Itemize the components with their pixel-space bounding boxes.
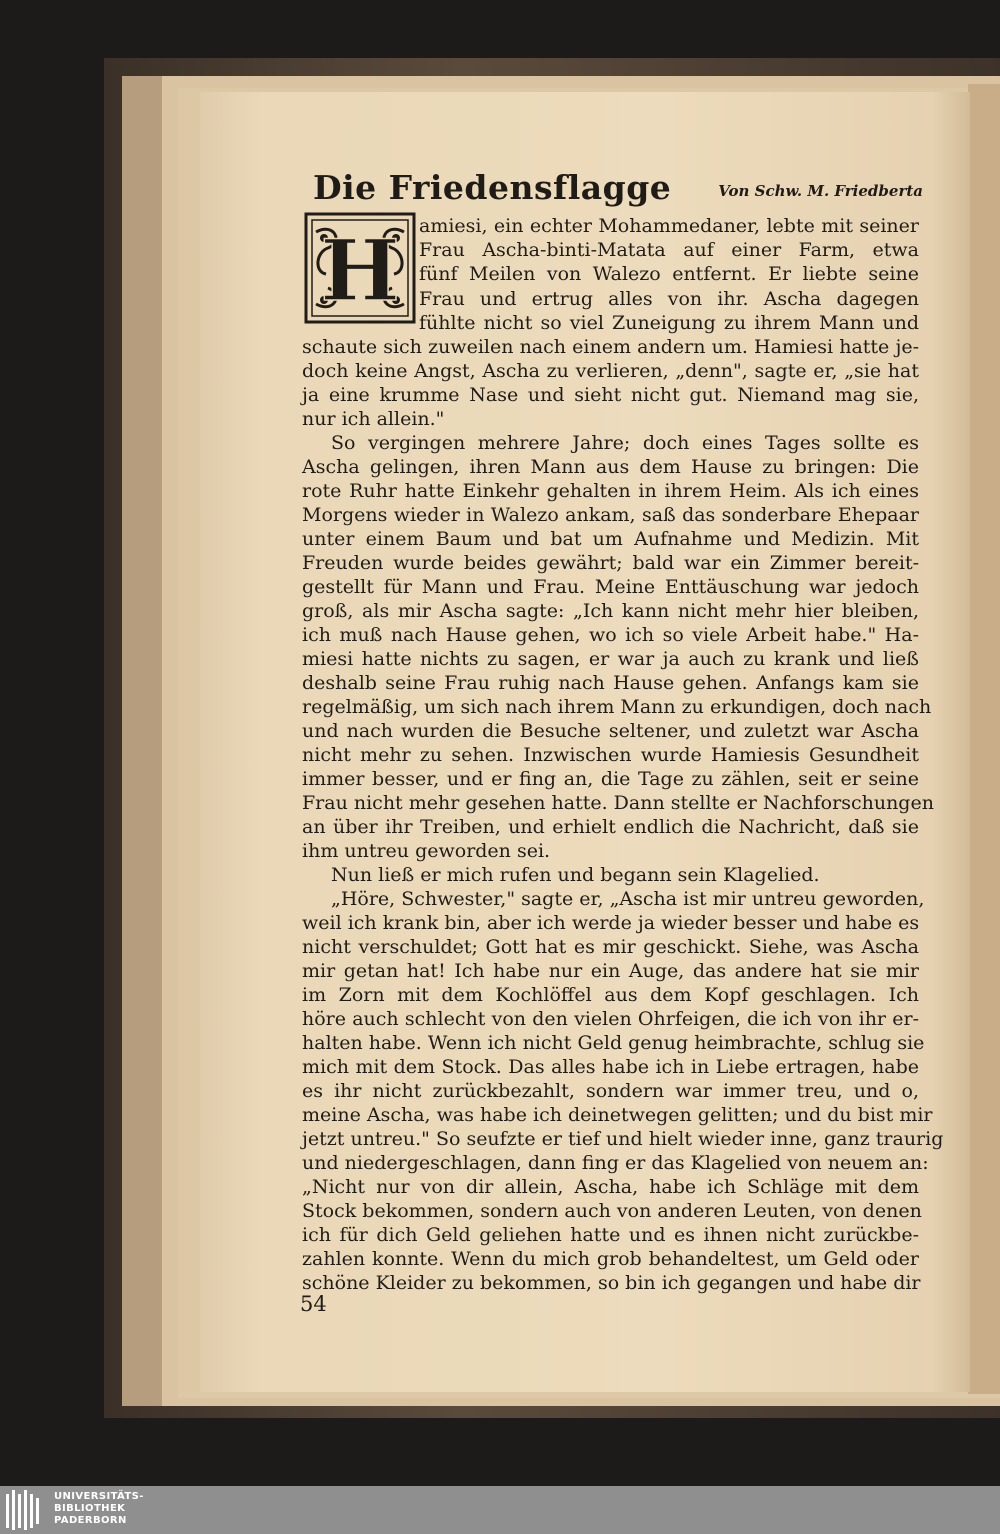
text-line: Frau Ascha-binti-Matata auf einer Farm, etwa — [419, 239, 919, 261]
text-line: So vergingen mehrere Jahre; doch eines Tages sollte es — [331, 432, 919, 454]
text-line: fühlte nicht so viel Zuneigung zu ihrem Mann und — [419, 312, 919, 334]
text-line: „Nicht nur von dir allein, Ascha, habe ich Schläge mit dem — [302, 1176, 919, 1198]
text-line: nur ich allein." — [302, 408, 445, 430]
page-number: 54 — [300, 1292, 327, 1316]
svg-text:H: H — [320, 221, 400, 320]
text-line: und nach wurden die Besuche seltener, und zuletzt war Ascha — [302, 720, 919, 742]
text-line: deshalb seine Frau ruhig nach Hause gehen. Anfangs kam sie — [302, 672, 919, 694]
title-row — [313, 168, 923, 208]
text-line: im Zorn mit dem Kochlöffel aus dem Kopf geschlagen. Ich — [302, 984, 919, 1006]
text-line: mir getan hat! Ich habe nur ein Auge, das andere hat sie mir — [302, 960, 919, 982]
text-line: amiesi, ein echter Mohammedaner, lebte mit seiner — [419, 215, 919, 237]
library-logo-icon — [4, 1488, 46, 1532]
article-title: Die Friedensflagge — [313, 168, 672, 207]
text-line: weil ich krank bin, aber ich werde ja wieder besser und habe es — [302, 912, 920, 934]
library-name-line1: UNIVERSITÄTS- — [54, 1491, 144, 1502]
text-line: miesi hatte nichts zu sagen, er war ja auch zu krank und ließ — [302, 648, 919, 670]
text-line: halten habe. Wenn ich nicht Geld genug heimbrachte, schlug sie — [302, 1032, 925, 1054]
text-line: nicht mehr zu sehen. Inzwischen wurde Hamiesis Gesundheit — [302, 744, 919, 766]
text-line: zahlen konnte. Wenn du mich grob behandeltest, um Geld oder — [302, 1248, 919, 1270]
next-page-edge — [968, 84, 1000, 1394]
text-line: ihm untreu geworden sei. — [302, 840, 551, 862]
library-footer — [0, 1486, 1000, 1534]
text-line: „Höre, Schwester," sagte er, „Ascha ist mir untreu geworden, — [331, 888, 925, 910]
text-line: Frau und ertrug alles von ihr. Ascha dagegen — [419, 288, 919, 310]
text-line: immer besser, und er fing an, die Tage zu zählen, seit er seine — [302, 768, 919, 790]
text-line: jetzt untreu." So seufzte er tief und hielt wieder inne, ganz traurig — [302, 1128, 944, 1150]
text-line: Frau nicht mehr gesehen hatte. Dann stellte er Nachforschungen — [302, 792, 934, 814]
text-line: doch keine Angst, Ascha zu verlieren, „denn", sagte er, „sie hat — [302, 360, 919, 382]
text-line: ich für dich Geld geliehen hatte und es ihnen nicht zurückbe- — [302, 1224, 919, 1246]
text-line: Morgens wieder in Walezo ankam, saß das sonderbare Ehepaar — [302, 504, 919, 526]
text-line: es ihr nicht zurückbezahlt, sondern war immer treu, und o, — [302, 1080, 919, 1102]
text-line: höre auch schlecht von den vielen Ohrfeigen, die ich von ihr er- — [302, 1008, 919, 1030]
text-line: an über ihr Treiben, und erhielt endlich die Nachricht, daß sie — [302, 816, 919, 838]
text-line: regelmäßig, um sich nach ihrem Mann zu erkundigen, doch nach — [302, 696, 932, 718]
text-line: Freuden wurde beides gewährt; bald war ein Zimmer bereit- — [302, 552, 919, 574]
text-line: schöne Kleider zu bekommen, so bin ich gegangen und habe dir — [302, 1272, 921, 1294]
text-line: und niedergeschlagen, dann fing er das Klagelied von neuem an: — [302, 1152, 929, 1174]
article-byline: Von Schw. M. Friedberta — [718, 182, 923, 200]
text-line: unter einem Baum und bat um Aufnahme und Medizin. Mit — [302, 528, 919, 550]
library-name-line3: PADERBORN — [54, 1515, 127, 1526]
text-line: rote Ruhr hatte Einkehr gehalten in ihrem Heim. Als ich eines — [302, 480, 919, 502]
text-line: Stock bekommen, sondern auch von anderen Leuten, von denen — [302, 1200, 922, 1222]
text-line: Ascha gelingen, ihren Mann aus dem Hause zu bringen: Die — [302, 456, 919, 478]
text-line: meine Ascha, was habe ich deinetwegen gelitten; und du bist mir — [302, 1104, 933, 1126]
text-line: schaute sich zuweilen nach einem andern um. Hamiesi hatte je- — [302, 336, 919, 358]
text-line: gestellt für Mann und Frau. Meine Enttäuschung war jedoch — [302, 576, 919, 598]
text-line: ja eine krumme Nase und sieht nicht gut. Niemand mag sie, — [302, 384, 919, 406]
text-line: nicht verschuldet; Gott hat es mir geschickt. Siehe, was Ascha — [302, 936, 919, 958]
text-line: groß, als mir Ascha sagte: „Ich kann nicht mehr hier bleiben, — [302, 600, 919, 622]
text-line: Nun ließ er mich rufen und begann sein Klagelied. — [331, 864, 820, 886]
library-name-line2: BIBLIOTHEK — [54, 1503, 126, 1514]
cover-edge — [122, 76, 162, 1406]
text-line: fünf Meilen von Walezo entfernt. Er liebte seine — [419, 263, 919, 285]
text-line: ich muß nach Hause gehen, wo ich so viele Arbeit habe." Ha- — [302, 624, 919, 646]
text-line: mich mit dem Stock. Das alles habe ich in Liebe ertragen, habe — [302, 1056, 919, 1078]
initial-letter-ornament-icon — [304, 212, 416, 324]
